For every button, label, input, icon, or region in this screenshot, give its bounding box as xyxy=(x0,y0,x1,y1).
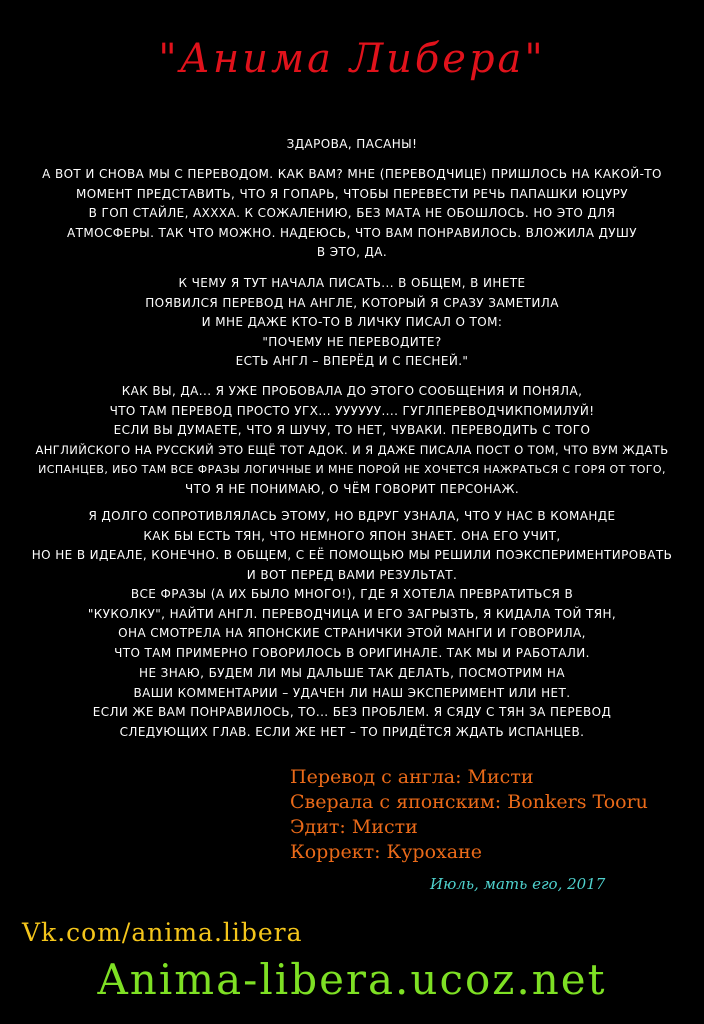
text-line: КАК БЫ ЕСТЬ ТЯН, ЧТО НЕМНОГО ЯПОН ЗНАЕТ. ОНА ЕГО УЧИТ, xyxy=(143,528,561,543)
text-line: ЧТО Я НЕ ПОНИМАЮ, О ЧЁМ ГОВОРИТ ПЕРСОНАЖ. xyxy=(184,481,520,496)
text-line: ПОЯВИЛСЯ ПЕРЕВОД НА АНГЛЕ, КОТОРЫЙ Я СРАЗУ ЗАМЕТИЛА xyxy=(145,295,559,310)
text-line: И МНЕ ДАЖЕ КТО-ТО В ЛИЧКУ ПИСАЛ О ТОМ: xyxy=(201,315,503,329)
credit-translation: Перевод с англа: Мисти xyxy=(290,766,534,788)
vk-link[interactable]: Vk.com/anima.libera xyxy=(22,918,303,947)
text-line: В ГОП СТАЙЛЕ, АХХХА. К СОЖАЛЕНИЮ, БЕЗ МАТА НЕ ОБОШЛОСЬ. НО ЭТО ДЛЯ xyxy=(88,206,616,220)
text-line: НО НЕ В ИДЕАЛЕ, КОНЕЧНО. В ОБЩЕМ, С ЕЁ ПОМОЩЬЮ МЫ РЕШИЛИ ПОЭКСПЕРИМЕНТИРОВАТЬ xyxy=(31,548,673,562)
paragraph-english-translation xyxy=(30,274,674,372)
text-line: ВАШИ КОММЕНТАРИИ – УДАЧЕН ЛИ НАШ ЭКСПЕРИМЕНТ ИЛИ НЕТ. xyxy=(133,685,571,700)
text-line: ЧТО ТАМ ПЕРЕВОД ПРОСТО УГХ... УУУУУУ.... ГУГЛПЕРЕВОДЧИКПОМИЛУЙ! xyxy=(109,403,595,418)
text-line: В ЭТО, ДА. xyxy=(316,245,388,259)
text-line: ИСПАНЦЕВ, ИБО ТАМ ВСЕ ФРАЗЫ ЛОГИЧНЫЕ И МНЕ ПОРОЙ НЕ ХОЧЕТСЯ НАЖРАТЬСЯ С ГОРЯ ОТ ТОГО, xyxy=(38,463,666,476)
text-line: МОМЕНТ ПРЕДСТАВИТЬ, ЧТО Я ГОПАРЬ, ЧТОБЫ ПЕРЕВЕСТИ РЕЧЬ ПАПАШКИ ЮЦУРУ xyxy=(76,186,628,201)
text-line: А ВОТ И СНОВА МЫ С ПЕРЕВОДОМ. КАК ВАМ? МНЕ (ПЕРЕВОДЧИЦЕ) ПРИШЛОСЬ НА КАКОЙ-ТО xyxy=(42,167,662,181)
text-line: "ПОЧЕМУ НЕ ПЕРЕВОДИТЕ? xyxy=(262,334,442,349)
paragraph-conclusion xyxy=(30,664,674,742)
site-link[interactable]: Anima-libera.ucoz.net xyxy=(97,955,607,1004)
credit-japanese-check: Сверала с японским: Bonkers Tooru xyxy=(290,791,648,813)
text-line: И ВОТ ПЕРЕД ВАМИ РЕЗУЛЬТАТ. xyxy=(246,567,458,582)
credits-block xyxy=(290,765,648,865)
page-title: "Анима Либера" xyxy=(158,36,546,82)
text-line: АТМОСФЕРЫ. ТАК ЧТО МОЖНО. НАДЕЮСЬ, ЧТО ВАМ ПОНРАВИЛОСЬ. ВЛОЖИЛА ДУШУ xyxy=(67,225,637,240)
text-line: ЕСЛИ ЖЕ ВАМ ПОНРАВИЛОСЬ, ТО... БЕЗ ПРОБЛЕМ. Я СЯДУ С ТЯН ЗА ПЕРЕВОД xyxy=(92,705,612,719)
text-line: Я ДОЛГО СОПРОТИВЛЯЛАСЬ ЭТОМУ, НО ВДРУГ УЗНАЛА, ЧТО У НАС В КОМАНДЕ xyxy=(88,509,616,523)
credit-edit: Эдит: Мисти xyxy=(290,816,418,838)
text-line: АНГЛИЙСКОГО НА РУССКИЙ ЭТО ЕЩЁ ТОТ АДОК. И Я ДАЖЕ ПИСАЛА ПОСТ О ТОМ, ЧТО ВУМ ЖДАТЬ xyxy=(35,442,669,457)
release-date: Июль, мать его, 2017 xyxy=(430,875,606,893)
text-line: ЧТО ТАМ ПРИМЕРНО ГОВОРИЛОСЬ В ОРИГИНАЛЕ. ТАК МЫ И РАБОТАЛИ. xyxy=(114,645,590,660)
text-line: ЕСЛИ ВЫ ДУМАЕТЕ, ЧТО Я ШУЧУ, ТО НЕТ, ЧУВАКИ. ПЕРЕВОДИТЬ С ТОГО xyxy=(113,423,591,437)
text-line: К ЧЕМУ Я ТУТ НАЧАЛА ПИСАТЬ... В ОБЩЕМ, В ИНЕТЕ xyxy=(178,276,526,290)
greeting-line: ЗДАРОВА, ПАСАНЫ! xyxy=(286,137,418,151)
text-line: КАК ВЫ, ДА... Я УЖЕ ПРОБОВАЛА ДО ЭТОГО СООБЩЕНИЯ И ПОНЯЛА, xyxy=(121,384,583,398)
text-line: ОНА СМОТРЕЛА НА ЯПОНСКИЕ СТРАНИЧКИ ЭТОЙ МАНГИ И ГОВОРИЛА, xyxy=(118,626,586,640)
text-line: СЛЕДУЮЩИХ ГЛАВ. ЕСЛИ ЖЕ НЕТ – ТО ПРИДЁТСЯ ЖДАТЬ ИСПАНЦЕВ. xyxy=(119,724,585,739)
paragraph-intro xyxy=(30,165,674,263)
text-line: "КУКОЛКУ", НАЙТИ АНГЛ. ПЕРЕВОДЧИЦА И ЕГО ЗАГРЫЗТЬ, Я КИДАЛА ТОЙ ТЯН, xyxy=(87,606,617,621)
text-line: ЕСТЬ АНГЛ – ВПЕРЁД И С ПЕСНЕЙ." xyxy=(235,354,469,368)
credit-proofread: Коррект: Курохане xyxy=(290,841,482,863)
paragraph-experiment xyxy=(30,507,674,663)
text-line: НЕ ЗНАЮ, БУДЕМ ЛИ МЫ ДАЛЬШЕ ТАК ДЕЛАТЬ, ПОСМОТРИМ НА xyxy=(139,666,565,680)
greeting xyxy=(30,135,674,155)
text-line: ВСЕ ФРАЗЫ (А ИХ БЫЛО МНОГО!), ГДЕ Я ХОТЕЛА ПРЕВРАТИТЬСЯ В xyxy=(130,587,574,601)
paragraph-translation-quality xyxy=(30,382,674,499)
